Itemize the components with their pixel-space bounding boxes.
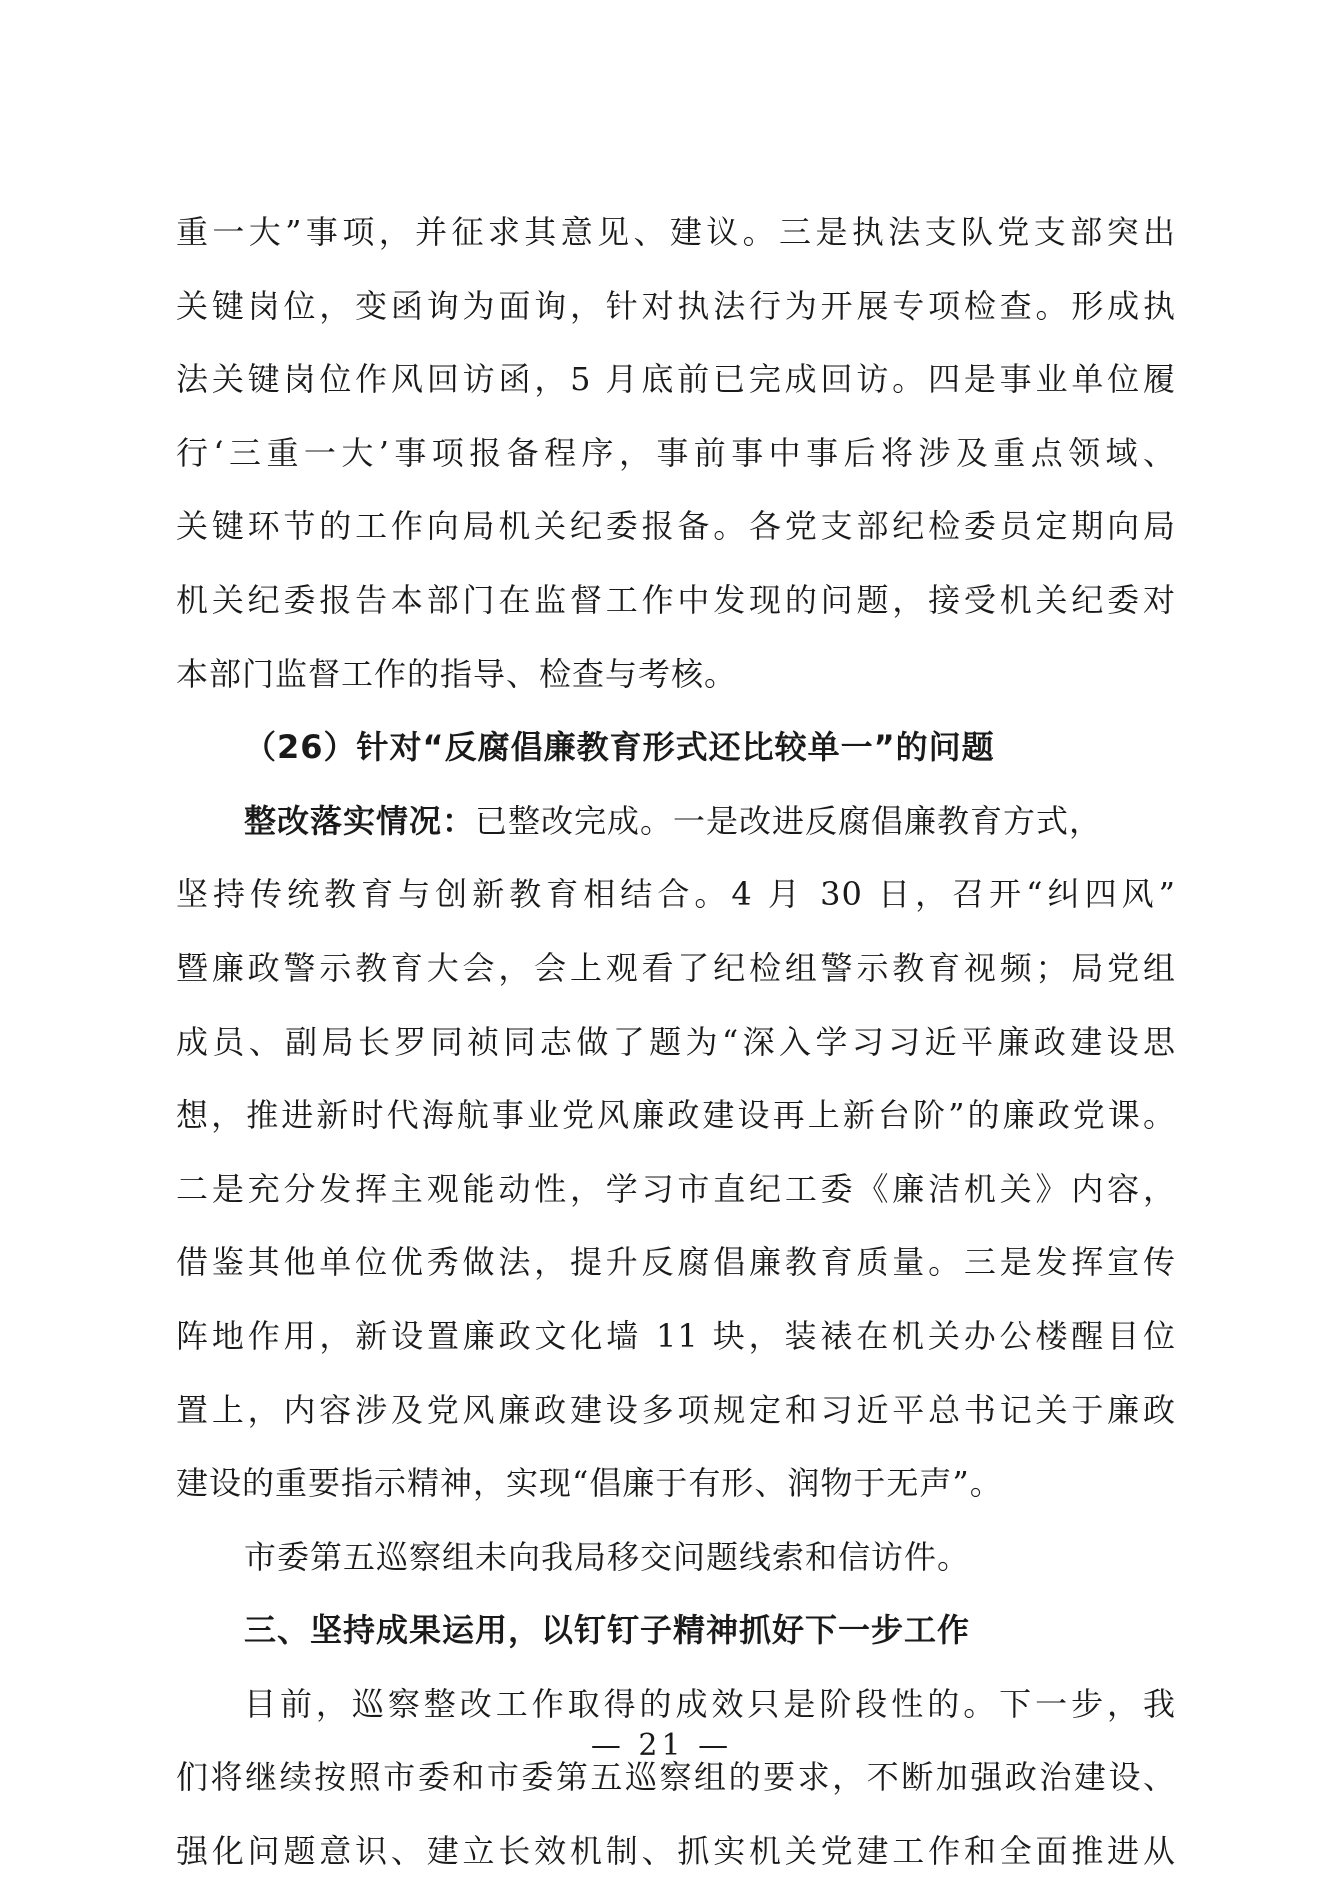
page-number: — 21 —: [590, 1728, 733, 1763]
section-3-heading: 三、坚持成果运用，以钉钉子精神抓好下一步工作: [244, 1611, 971, 1650]
text-line: 目前，巡察整改工作取得的成效只是阶段性的。下一步，我: [244, 1684, 1176, 1723]
text-line: 行‘三重一大’事项报备程序，事前事中事后将涉及重点领域、: [176, 433, 1176, 472]
body-text: [176, 196, 1176, 1889]
text-line: 借鉴其他单位优秀做法，提升反腐倡廉教育质量。三是发挥宣传: [176, 1243, 1176, 1282]
text-line: 机关纪委报告本部门在监督工作中发现的问题，接受机关纪委对: [176, 580, 1176, 619]
text-line: 市委第五巡察组未向我局移交问题线索和信访件。: [244, 1537, 971, 1576]
text-line: 强化问题意识、建立长效机制、抓实机关党建工作和全面推进从: [176, 1832, 1176, 1871]
rectify-label: 整改落实情况：: [244, 801, 476, 840]
text-line: 重一大”事项，并征求其意见、建议。三是执法支队党支部突出: [176, 213, 1176, 251]
text-line: 们将继续按照市委和市委第五巡察组的要求，不断加强政治建设、: [176, 1758, 1176, 1797]
text-line: 关键岗位，变函询为面询，针对执法行为开展专项检查。形成执: [176, 286, 1176, 325]
rectify-text: 已整改完成。一是改进反腐倡廉教育方式，: [475, 801, 1103, 840]
rectify-status-line: [176, 785, 1176, 859]
text-line: 坚持传统教育与创新教育相结合。4 月 30 日，召开“纠四风”: [176, 875, 1176, 914]
text-line: 建设的重要指示精神，实现“倡廉于有形、润物于无声”。: [176, 1464, 1003, 1503]
text-line: 成员、副局长罗同祯同志做了题为“深入学习习近平廉政建设思: [176, 1022, 1176, 1061]
text-line: 二是充分发挥主观能动性，学习市直纪工委《廉洁机关》内容，: [176, 1169, 1176, 1208]
text-line: 置上，内容涉及党风廉政建设多项规定和习近平总书记关于廉政: [176, 1390, 1176, 1429]
text-line: 想，推进新时代海航事业党风廉政建设再上新台阶”的廉政党课。: [176, 1096, 1176, 1135]
text-line: 法关键岗位作风回访函，5 月底前已完成回访。四是事业单位履: [176, 360, 1176, 399]
text-line: 本部门监督工作的指导、检查与考核。: [176, 654, 738, 693]
text-line: 关键环节的工作向局机关纪委报备。各党支部纪检委员定期向局: [176, 507, 1176, 546]
text-line: 暨廉政警示教育大会，会上观看了纪检组警示教育视频；局党组: [176, 948, 1176, 987]
text-line: 阵地作用，新设置廉政文化墙 11 块，装裱在机关办公楼醒目位: [176, 1316, 1176, 1355]
item-26-heading: （26）针对“反腐倡廉教育形式还比较单一”的问题: [244, 728, 995, 767]
